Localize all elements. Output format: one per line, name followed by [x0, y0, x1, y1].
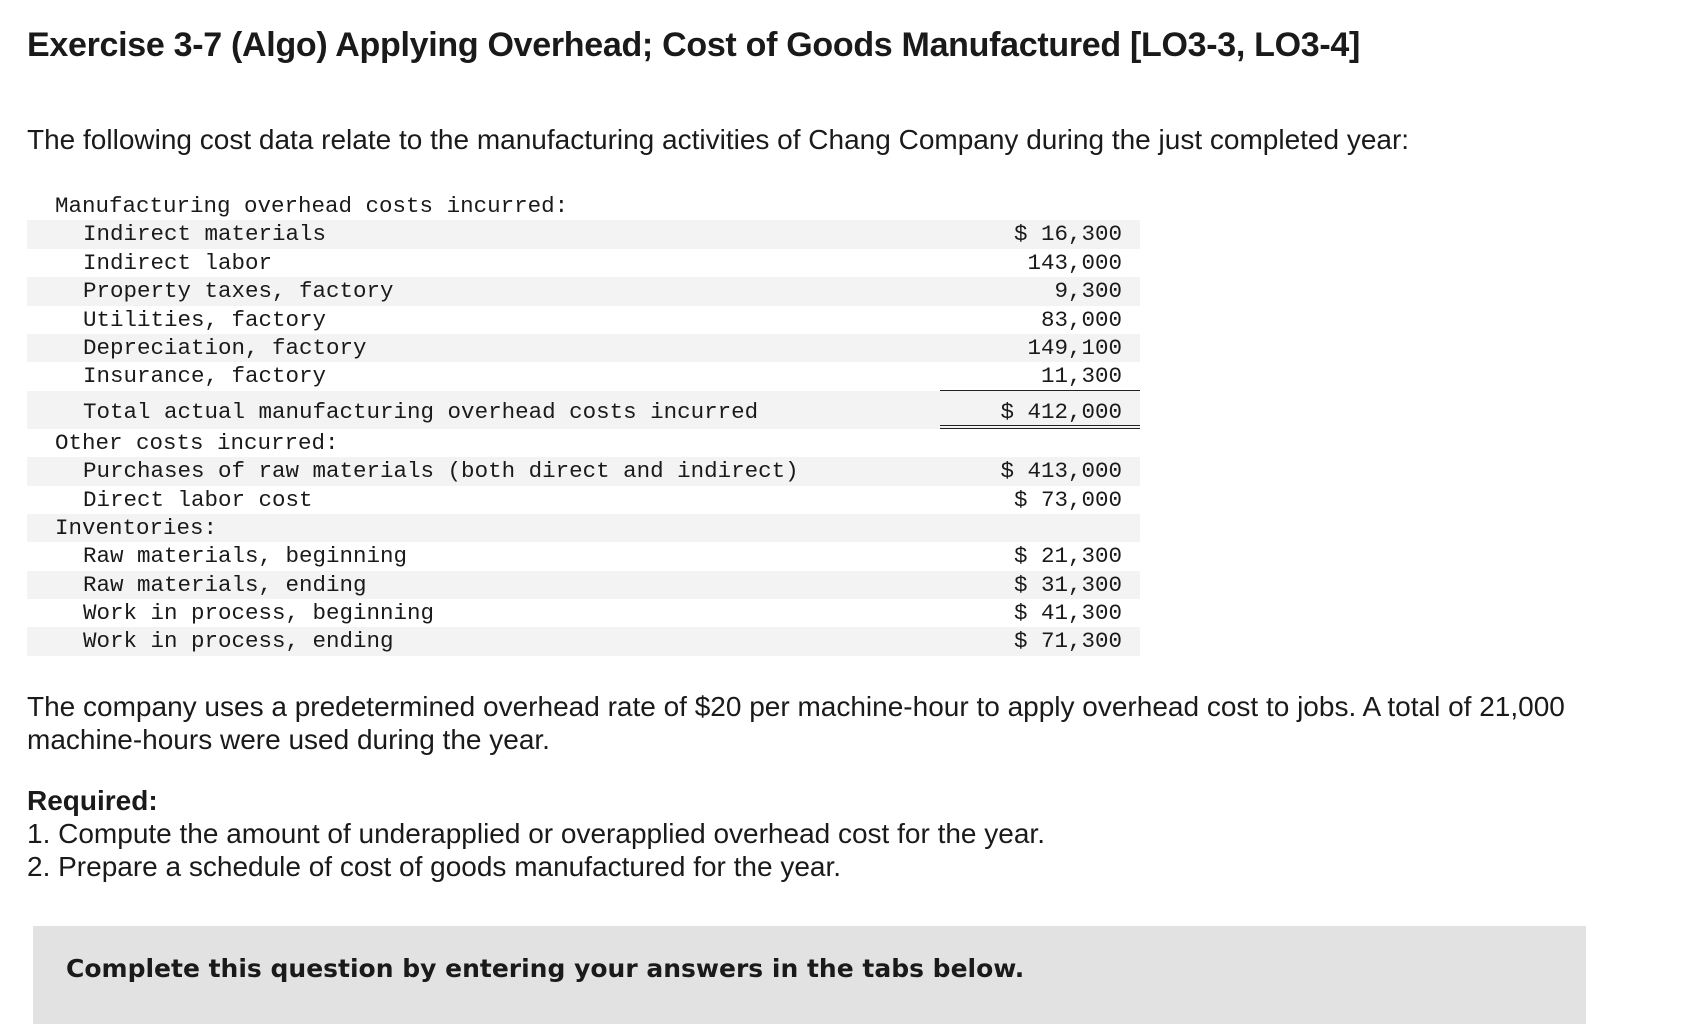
table-row [27, 249, 1140, 277]
inventories-header-label: Inventories: [55, 514, 218, 541]
row-amount: $ 413,000 [1000, 458, 1122, 485]
table-row [27, 542, 1140, 570]
overhead-total-row [27, 391, 1140, 429]
row-label: Indirect materials [83, 221, 327, 248]
table-row [27, 486, 1140, 514]
answer-instruction: Complete this question by entering your answers in the tabs below. [66, 954, 1025, 983]
exercise-title: Exercise 3-7 (Algo) Applying Overhead; Cost of Goods Manufactured [LO3-3, LO3-4] [27, 26, 1361, 64]
table-row [27, 220, 1140, 248]
row-label: Indirect labor [83, 249, 273, 276]
row-amount: 9,300 [1054, 278, 1122, 305]
row-label: Work in process, ending [83, 628, 394, 655]
required-item-1: 1. Compute the amount of underapplied or overapplied overhead cost for the year. [27, 818, 1045, 849]
total-amount: $ 412,000 [940, 391, 1140, 429]
row-amount: $ 31,300 [1013, 571, 1122, 598]
required-item-2: 2. Prepare a schedule of cost of goods manufactured for the year. [27, 851, 842, 882]
row-label: Raw materials, ending [83, 571, 367, 598]
required-title: Required: [27, 785, 158, 816]
overhead-header-label: Manufacturing overhead costs incurred: [55, 193, 569, 219]
table-row [27, 362, 1140, 390]
row-amount: $ 41,300 [1013, 600, 1122, 627]
required-section [27, 784, 1045, 883]
row-amount: 11,300 [940, 362, 1140, 390]
row-amount: 143,000 [1027, 249, 1122, 276]
table-row [27, 599, 1140, 627]
row-label: Purchases of raw materials (both direct and indirect) [83, 458, 799, 485]
row-label: Utilities, factory [83, 306, 327, 333]
row-label: Property taxes, factory [83, 278, 394, 305]
row-amount: $ 21,300 [1013, 543, 1122, 570]
row-label: Depreciation, factory [83, 334, 367, 361]
row-amount: $ 16,300 [1013, 221, 1122, 248]
row-label: Raw materials, beginning [83, 543, 408, 570]
row-label: Insurance, factory [83, 363, 327, 390]
table-row [27, 334, 1140, 362]
row-amount: $ 73,000 [1013, 486, 1122, 513]
row-label: Direct labor cost [83, 486, 313, 513]
table-row [27, 277, 1140, 305]
inventories-header-row [27, 514, 1140, 542]
row-amount: $ 71,300 [1013, 628, 1122, 655]
row-label: Work in process, beginning [83, 600, 435, 627]
total-label: Total actual manufacturing overhead costs incurred [83, 398, 759, 425]
other-costs-header-label: Other costs incurred: [55, 429, 339, 456]
table-row [27, 627, 1140, 655]
cost-data-table [27, 192, 1140, 656]
table-row [27, 571, 1140, 599]
row-amount: 83,000 [1040, 306, 1122, 333]
answer-tabs-container [33, 926, 1586, 1024]
table-row [27, 457, 1140, 485]
overhead-rate-paragraph: The company uses a predetermined overhead rate of $20 per machine-hour to apply overhead cost to jobs. A total of 21,000 machine-hours were used during the year. [27, 691, 1565, 755]
table-row [27, 306, 1140, 334]
row-amount: 149,100 [1027, 334, 1122, 361]
intro-text: The following cost data relate to the manufacturing activities of Chang Company during the just completed year: [27, 124, 1410, 155]
other-costs-header-row [27, 429, 1140, 457]
overhead-header-row [27, 192, 1140, 220]
